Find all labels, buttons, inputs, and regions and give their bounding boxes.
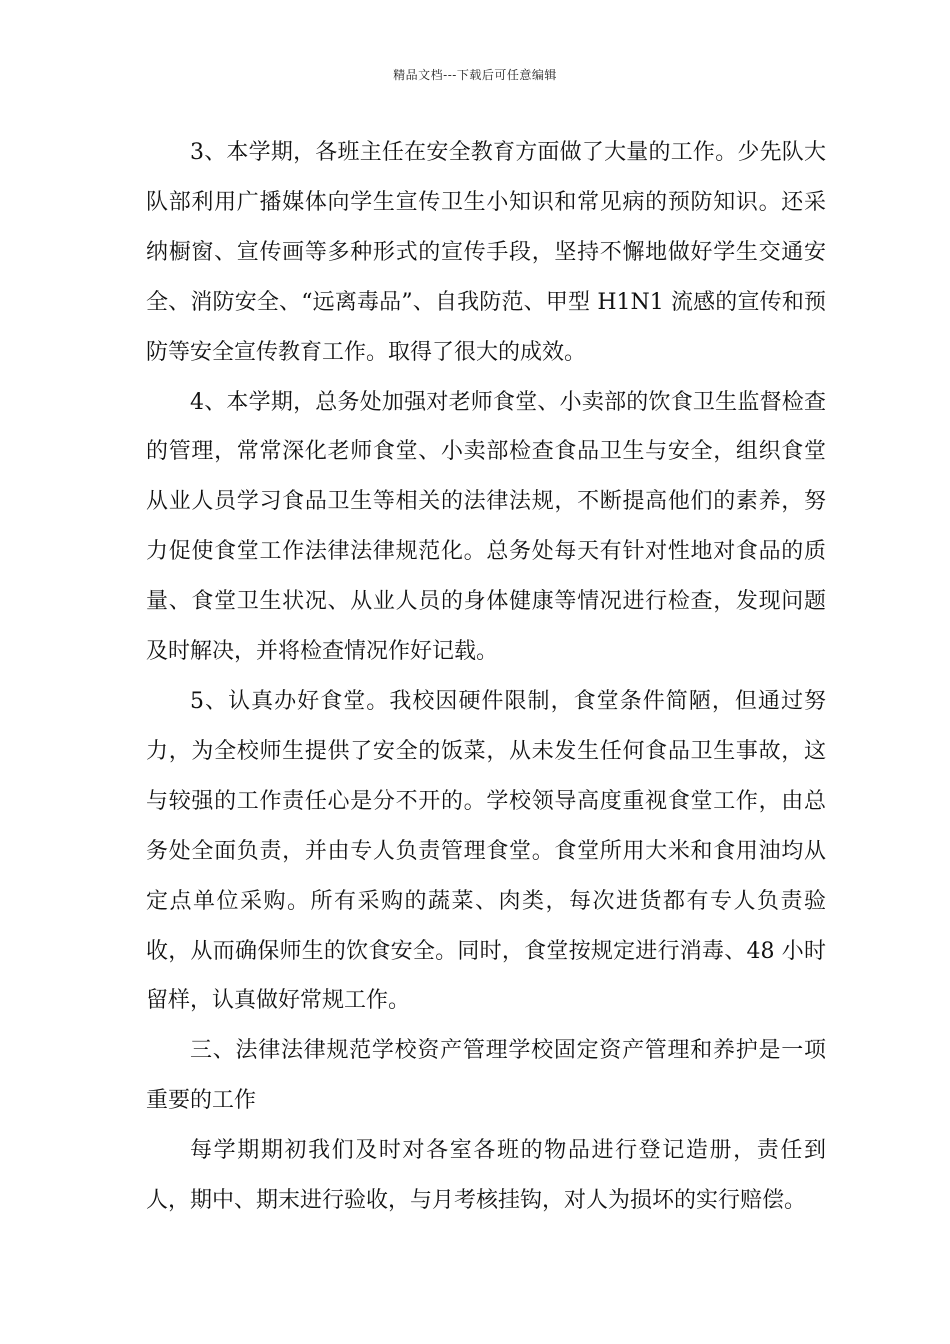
page-header: 精品文档---下载后可任意编辑 [393, 68, 557, 82]
document-body [146, 128, 826, 1226]
section-heading-asset-management: 三、法律法律规范学校资产管理学校固定资产管理和养护是一项重要的工作 [146, 1038, 826, 1114]
paragraph-safety-education: 3、本学期，各班主任在安全教育方面做了大量的工作。少先队大队部利用广播媒体向学生宣传卫生小知识和常见病的预防知识。还采纳橱窗、宣传画等多种形式的宣传手段，坚持不懈地做好学生交通安全、消防安全、“远离毒品”、自我防范、甲型 H1N1 流感的宣传和预防等安全宣传教育工作。取得了很大的成效。 [146, 140, 826, 365]
paragraph-asset-registration: 每学期期初我们及时对各室各班的物品进行登记造册，责任到人，期中、期末进行验收，与月考核挂钩，对人为损坏的实行赔偿。 [146, 1138, 826, 1214]
paragraph-canteen-supervision: 4、本学期，总务处加强对老师食堂、小卖部的饮食卫生监督检查的管理，常常深化老师食堂、小卖部检查食品卫生与安全，组织食堂从业人员学习食品卫生等相关的法律法规，不断提高他们的素养，努力促使食堂工作法律法律规范化。总务处每天有针对性地对食品的质量、食堂卫生状况、从业人员的身体健康等情况进行检查，发现问题及时解决，并将检查情况作好记载。 [146, 389, 826, 665]
paragraph-run-canteen: 5、认真办好食堂。我校因硬件限制，食堂条件简陋，但通过努力，为全校师生提供了安全的饭菜，从未发生任何食品卫生事故，这与较强的工作责任心是分不开的。学校领导高度重视食堂工作，由总务处全面负责，并由专人负责管理食堂。食堂所用大米和食用油均从定点单位采购。所有采购的蔬菜、肉类，每次进货都有专人负责验收，从而确保师生的饮食安全。同时，食堂按规定进行消毒、48 小时留样，认真做好常规工作。 [146, 688, 826, 1014]
